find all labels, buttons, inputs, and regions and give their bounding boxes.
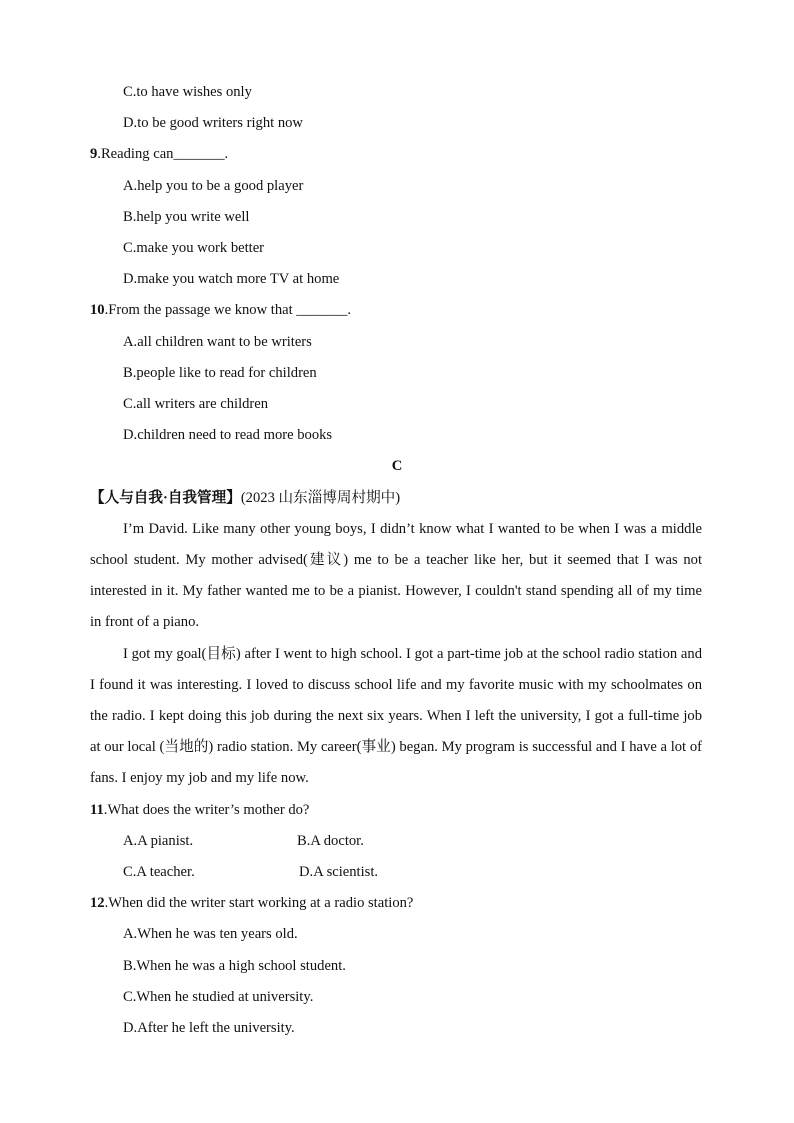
q11-option-b: B.A doctor. bbox=[297, 833, 364, 849]
q10-option-a: A.all children want to be writers bbox=[123, 334, 312, 350]
q10-stem-line bbox=[90, 300, 351, 320]
q11-stem: .What does the writer’s mother do? bbox=[103, 802, 310, 818]
q10-stem: .From the passage we know that _______. bbox=[104, 302, 352, 318]
q11-option-c: C.A teacher. bbox=[123, 864, 195, 880]
q12-option-a: A.When he was ten years old. bbox=[123, 926, 298, 942]
q10-option-b: B.people like to read for children bbox=[123, 365, 317, 381]
q11-option-a: A.A pianist. bbox=[123, 833, 194, 849]
q9-option-b: B.help you write well bbox=[123, 209, 250, 225]
section-source-line bbox=[90, 488, 400, 508]
q12-stem-line bbox=[90, 893, 413, 913]
q8-option-d: D.to be good writers right now bbox=[123, 115, 303, 131]
q9-option-a: A.help you to be a good player bbox=[123, 178, 304, 194]
q12-option-d: D.After he left the university. bbox=[123, 1020, 295, 1036]
q8-option-c: C.to have wishes only bbox=[123, 84, 252, 100]
q11-number: 11 bbox=[90, 802, 104, 818]
q9-option-c: C.make you work better bbox=[123, 240, 265, 256]
q11-option-d: D.A scientist. bbox=[299, 864, 379, 880]
q12-option-b: B.When he was a high school student. bbox=[123, 958, 346, 974]
section-letter: C bbox=[391, 458, 403, 474]
q9-stem-line bbox=[90, 144, 228, 164]
q9-number: 9 bbox=[90, 146, 98, 162]
q9-option-d: D.make you watch more TV at home bbox=[123, 271, 340, 287]
passage-paragraph-1: I’m David. Like many other young boys, I didn’t know what I wanted to be when I was a middle school student. My mother advised(建议) me to be a teacher like her, but it seemed that I was not interested in it. My father wanted me to be a pianist. However, I couldn't stand spending all of my time in front of a piano. bbox=[90, 521, 702, 630]
passage-paragraph-2: I got my goal(目标) after I went to high school. I got a part-time job at the school radio station and I found it was interesting. I loved to discuss school life and my favorite music with my schoolmates on the radio. I kept doing this job during the next six years. When I left the university, I got a full-time job at our local (当地的) radio station. My career(事业) began. My program is successful and I have a lot of fans. I enjoy my job and my life now. bbox=[90, 646, 702, 786]
q10-number: 10 bbox=[90, 302, 105, 318]
q12-stem: .When did the writer start working at a radio station? bbox=[104, 895, 414, 911]
q10-option-c: C.all writers are children bbox=[123, 396, 269, 412]
q9-stem: .Reading can_______. bbox=[97, 146, 229, 162]
q12-number: 12 bbox=[90, 895, 105, 911]
section-source: (2023 山东淄博周村期中) bbox=[240, 490, 401, 506]
q10-option-d: D.children need to read more books bbox=[123, 427, 333, 443]
q12-option-c: C.When he studied at university. bbox=[123, 989, 314, 1005]
q11-stem-line bbox=[90, 800, 309, 820]
section-tag: 【人与自我·自我管理】 bbox=[90, 490, 241, 506]
